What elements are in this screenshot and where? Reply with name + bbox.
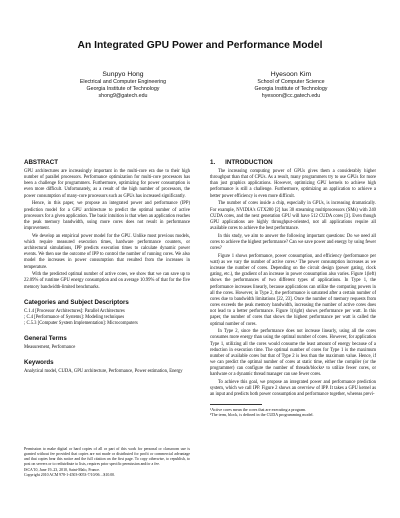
footnote: ¹Active cores mean the cores that are executing a program. bbox=[210, 406, 307, 412]
intro-paragraph: The number of cores inside a chip, especially in GPUs, is increasing dramatically. For example, NVIDIA's GTX280 [2] has 30 streaming multiprocessors (SMs) with 240 CUDA cores, and the next generation GPU will have 512 CUDA cores [3]. Even though GPU applications are highly throughput-oriented, not all applications require all available cores to achieve the best performance. bbox=[210, 201, 376, 231]
intro-paragraph: The increasing computing power of GPUs gives them a considerably higher throughput than that of CPUs. As a result, many programmers try to use GPUs for more than just graphics applications. However, optimizing GPU kernels to achieve high performance is still a challenge. Furthermore, optimizing an application to achieve a better power efficiency is even more difficult. bbox=[210, 169, 376, 199]
keywords-heading: Keywords bbox=[24, 359, 54, 367]
section-number: 1. bbox=[210, 159, 216, 166]
author-department: School of Computer Science bbox=[257, 79, 325, 85]
author-institution: Georgia Institute of Technology bbox=[254, 86, 328, 92]
abstract-heading: ABSTRACT bbox=[24, 159, 59, 166]
author-name: Sunpyo Hong bbox=[102, 71, 144, 78]
categories-heading: Categories and Subject Descriptors bbox=[24, 298, 129, 306]
keywords-text: Analytical model, CUDA, GPU architecture, Performance, Power estimation, Energy bbox=[24, 369, 183, 375]
general-terms-text: Measurement, Performance bbox=[24, 345, 76, 351]
intro-paragraph: In this study, we aim to answer the following important questions: Do we need all cores to achieve the highest performance? Can we save power and energy by using fewer cores? bbox=[210, 233, 376, 252]
abstract-paragraph: We develop an empirical power model for the GPU. Unlike most previous models, which require measured execution times, hardware performance counters, or architectural simulations, IPP predicts execution times to calculate dynamic power events. We then use the outcome of IPP to control the number of running cores. We also model the increases in power consumption that resulted from the increases in temperature. bbox=[24, 233, 190, 270]
introduction-heading bbox=[210, 159, 376, 167]
copyright-text: Permission to make digital or hard copies of all or part of this work for personal or classroom use is granted without fee provided that copies are not made or distributed for profit or commercial advantage and that copies bear this notice and the full citation on the first page. To copy otherwise, to republish, to post on servers or to redistribute to lists, requires prior specific permission and/or a fee. bbox=[24, 447, 190, 467]
right-column bbox=[210, 159, 376, 417]
author-email: hyesoon@cc.gatech.edu bbox=[261, 93, 321, 99]
author-email: shong9@gatech.edu bbox=[98, 93, 148, 99]
footnote: ²The term, block, is defined in the CUDA programming model. bbox=[210, 412, 314, 417]
intro-paragraph: In Type 2, since the performance does not increase linearly, using all the cores consumes more energy than using the optimal number of cores. However, for application Type 1, utilizing all the cores would consume the least amount of energy because of a reduction in execution time. The optimal number of cores for Type 1 is the maximum number of available cores but that of Type 2 is less than the maximum value. Hence, if we can predict the optimal number of cores at static time, either the compiler (or the programmer) can configure the number of threads/blocks² to utilize fewer cores, or hardware or a dynamic thread manager can use fewer cores. bbox=[210, 329, 376, 378]
category-item: C.1.4 [Processor Architectures]: Parallel Architectures bbox=[24, 308, 125, 314]
category-item: ; C.4 [Performance of Systems]: Modeling techniques bbox=[24, 314, 125, 320]
copyright-rights: Copyright 2010 ACM 978-1-4503-0053-7/10/06 ...$10.00. bbox=[24, 472, 116, 477]
paper-title: An Integrated GPU Power and Performance Model bbox=[77, 40, 323, 51]
category-item: ; C.5.3 [Computer System Implementation]: Microcomputers bbox=[24, 321, 138, 327]
intro-paragraph: To achieve this goal, we propose an integrated power and performance prediction system, which we call IPP. Figure 2 shows an overview of IPP. It takes a GPU kernel as an input and predicts both power consumption and performance together, whereas previ- bbox=[210, 380, 376, 398]
author-name: Hyesoon Kim bbox=[270, 71, 312, 78]
footnote-divider bbox=[210, 404, 262, 405]
abstract-paragraph: Hence, in this paper, we propose an integrated power and performance (IPP) prediction model for a GPU architecture to predict the optimal number of active processors for a given application. The basic intuition is that when an application reaches the peak memory bandwidth, using more cores does not result in performance improvement. bbox=[24, 201, 190, 231]
copyright-notice bbox=[24, 447, 190, 478]
author-department: Electrical and Computer Engineering bbox=[79, 79, 167, 85]
author-block-1 bbox=[38, 71, 208, 100]
abstract-paragraph: GPU architectures are increasingly important in the multi-core era due to their high number of parallel processors. Performance optimization for multi-core processors has been a challenge for programmers. Furthermore, optimizing for power consumption is even more difficult. Unfortunately, as a result of the high number of processors, the power consumption of many-core processors such as GPUs has increased significantly. bbox=[24, 169, 190, 199]
author-institution: Georgia Institute of Technology bbox=[86, 86, 160, 92]
section-title: INTRODUCTION bbox=[225, 159, 273, 166]
left-column bbox=[24, 159, 190, 376]
intro-paragraph: Figure 1 shows performance, power consumption, and efficiency (performance per watt) as we vary the number of active cores.¹ The power consumption increases as we increase the number of cores. Depending on the circuit design (power gating, clock gating, etc.), the gradient of an increase in power consumption also varies. Figure 1(left) shows the performances of two different types of applications. In Type 1, the performance increases linearly, because applications can utilize the computing powers in all the cores. However, in Type 2, the performance is saturated after a certain number of cores due to bandwidth limitations [22, 23]. Once the number of memory requests from cores exceeds the peak memory bandwidth, increasing the number of active cores does not lead to a better performance. Figure 1(right) shows performance per watt. In this paper, the number of cores that shows the highest performance per watt is called the optimal number of cores. bbox=[210, 253, 376, 327]
abstract-paragraph: With the predicted optimal number of active cores, we show that we can save up to 22.09% of runtime GPU energy consumption and on average 10.99% of that for the five memory bandwidth-limited benchmarks. bbox=[24, 272, 190, 290]
copyright-venue: ISCA'10, June 19–23, 2010, Saint-Malo, France. bbox=[24, 467, 100, 472]
general-terms-heading: General Terms bbox=[24, 335, 67, 343]
author-block-2 bbox=[206, 71, 376, 100]
